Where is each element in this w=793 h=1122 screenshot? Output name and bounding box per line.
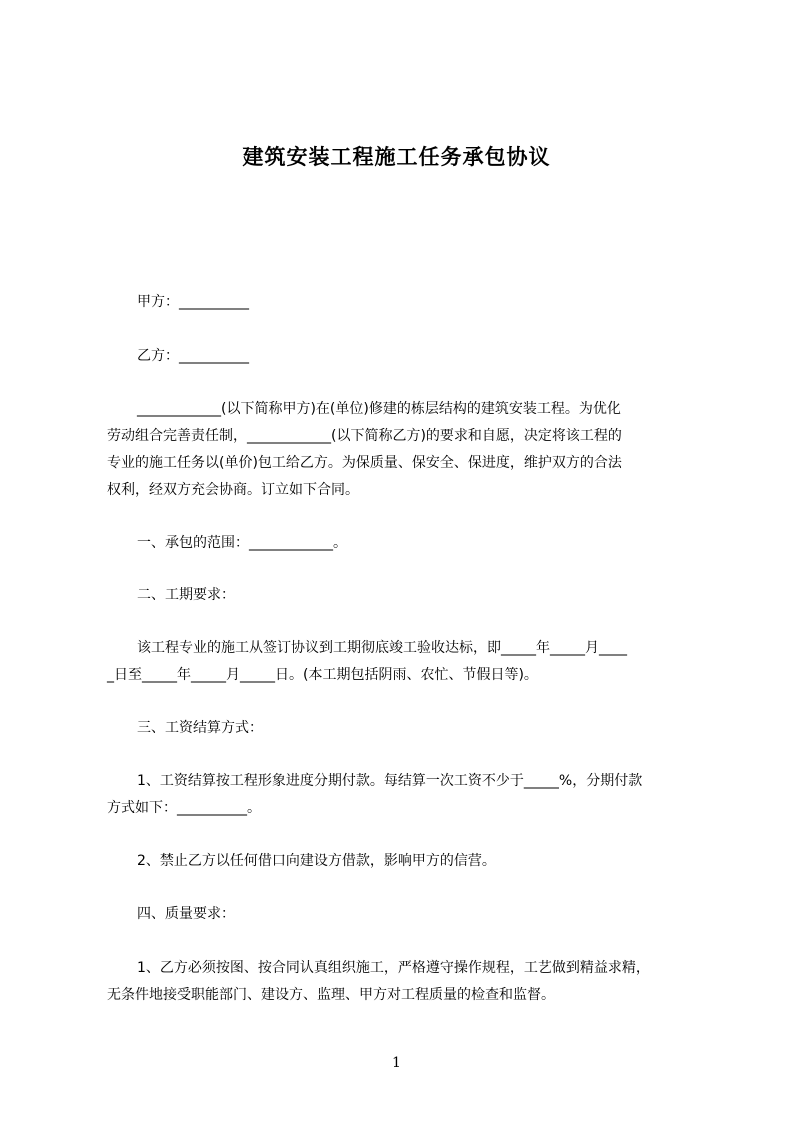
wages-item-2: 2、禁止乙方以任何借口向建设方借款，影响甲方的信营。: [137, 853, 496, 869]
quality-item-1-line: 无条件地接受职能部门、建设方、监理、甲方对工程质量的检查和监督。: [107, 987, 555, 1003]
wages-item-1-line: 1、工资结算按工程形象进度分期付款。每结算一次工资不少于_____%，分期付款: [137, 773, 643, 789]
quality-item-1-line: 1、乙方必须按图、按合同认真组织施工，严格遵守操作规程，工艺做到精益求精，: [137, 960, 650, 976]
section-heading-schedule: 二、工期要求：: [137, 587, 235, 603]
schedule-body-line: 该工程专业的施工从签订协议到工期彻底竣工验收达标，即_____年_____月____: [137, 640, 627, 656]
section-heading-wages: 三、工资结算方式：: [137, 720, 263, 736]
intro-line: 专业的施工任务以(单价)包工给乙方。为保质量、保安全、保进度，维护双方的合法: [107, 455, 622, 471]
intro-line: 劳动组合完善责任制，____________(以下简称乙方)的要求和自愿，决定将该工程的: [107, 428, 622, 444]
section-heading-quality: 四、质量要求：: [137, 906, 235, 922]
section-heading-scope: 一、承包的范围：____________。: [137, 535, 347, 551]
party-b-line: 乙方：__________: [137, 348, 249, 364]
schedule-body-line: _日至_____年_____月_____日。(本工期包括阴雨、农忙、节假日等)。: [107, 667, 538, 683]
page-number: 1: [392, 1055, 401, 1071]
party-a-line: 甲方：__________: [137, 294, 249, 310]
intro-line: 权利，经双方充会协商。订立如下合同。: [107, 482, 359, 498]
document-title: 建筑安装工程施工任务承包协议: [242, 145, 551, 169]
intro-line: ____________(以下简称甲方)在(单位)修建的栋层结构的建筑安装工程。为优化: [137, 401, 621, 417]
wages-item-1-line: 方式如下：__________。: [107, 800, 261, 816]
